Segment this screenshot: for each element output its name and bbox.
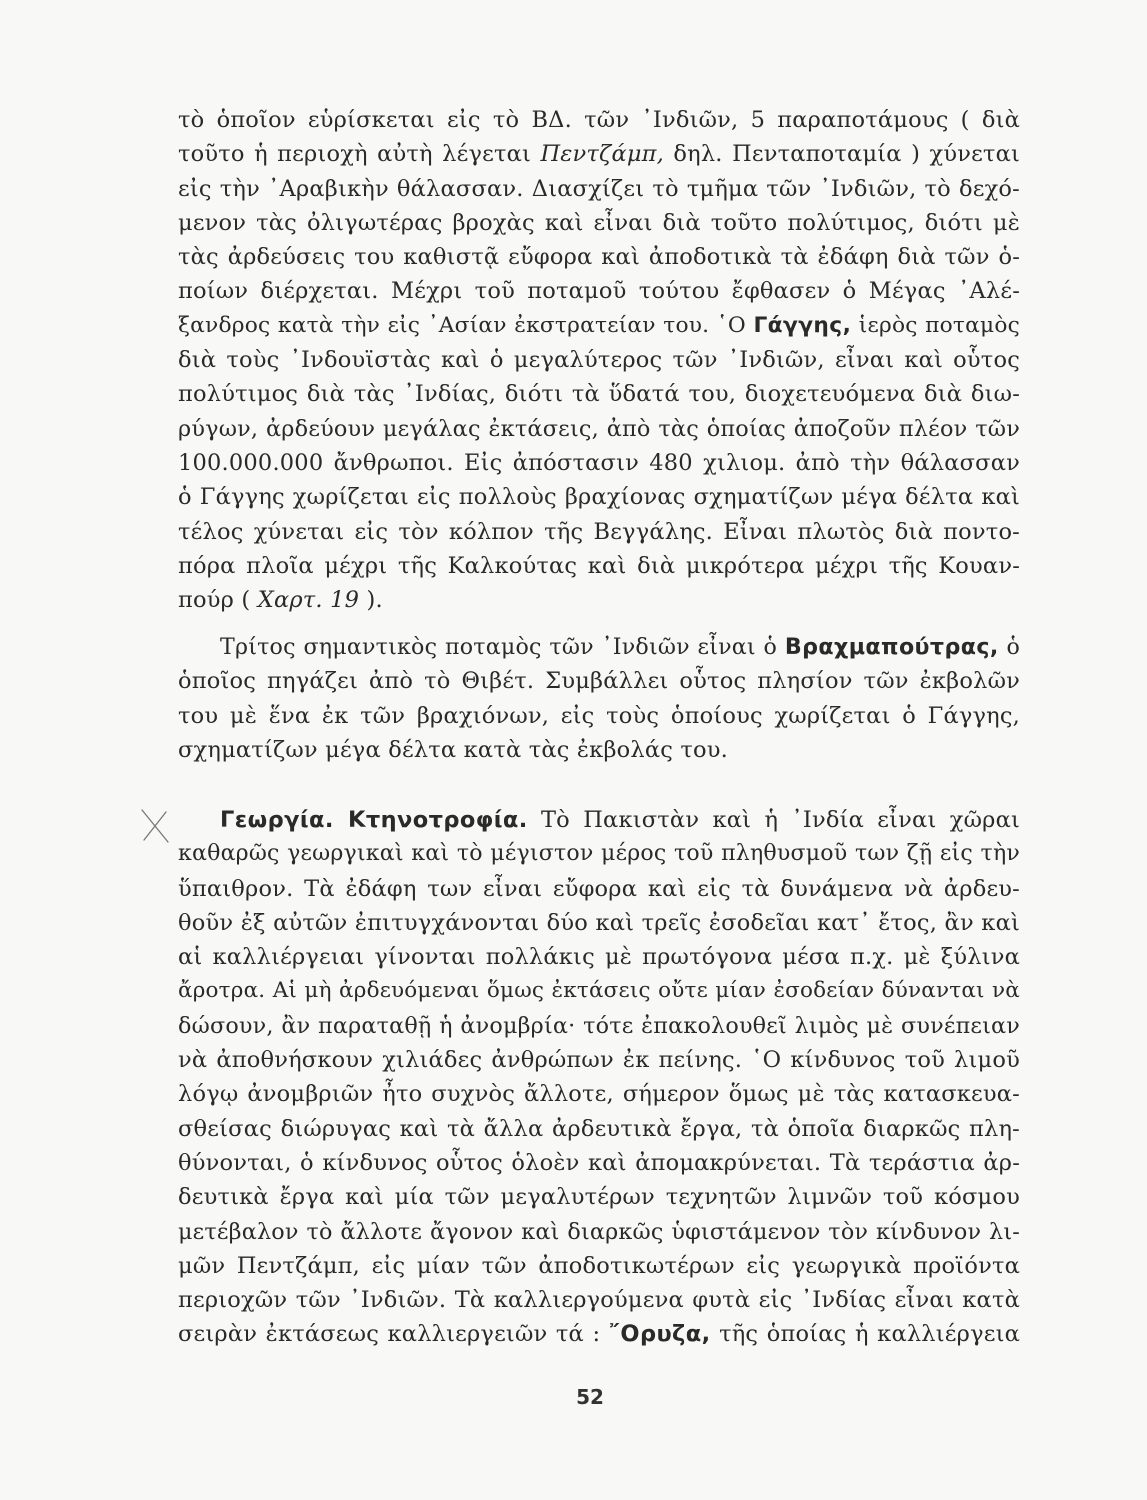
text-line: τὸ ὁποῖον εὑρίσκεται εἰς τὸ ΒΔ. τῶν ᾿Ινδιῶν, 5 παραποτάμους ( διὰ [178,107,1020,133]
text-run: σειρὰν ἐκτάσεως καλλιεργειῶν τά : [178,1321,609,1348]
text-line: περιοχῶν τῶν ᾿Ινδιῶν. Τὰ καλλιεργούμενα φυτὰ εἰς ᾿Ινδίας εἶναι κατὰ [178,1287,1020,1314]
text-line: νὰ ἀποθνήσκουν χιλιάδες ἀνθρώπων ἐκ πείνης. ῾Ο κίνδυνος τοῦ λιμοῦ [178,1047,1020,1074]
text-line: μῶν Πεντζάμπ, εἰς μίαν τῶν ἀποδοτικωτέρων εἰς γεωργικὰ προϊόντα [178,1252,1020,1279]
text-line: δευτικὰ ἔργα καὶ μία τῶν μεγαλυτέρων τεχνητῶν λιμνῶν τοῦ κόσμου [178,1184,1020,1211]
bold-term-brahmaputra: Βραχμαπούτρας, [784,634,999,660]
text-line-brahmaputra [178,630,1020,664]
text-line: μενον τὰς ὀλιγωτέρας βροχὰς καὶ εἶναι διὰ τοῦτο πολύτιμος, διότι μὲ [178,209,1020,236]
text-line: του μὲ ἕνα ἐκ τῶν βραχιόνων, εἰς τοὺς ὁποίους χωρίζεται ὁ Γάγγης, [178,702,1020,729]
text-line: εἰς τὴν ᾿Αραβικὴν θάλασσαν. Διασχίζει τὸ τμῆμα τῶν ᾿Ινδιῶν, τὸ δεχό- [178,175,1020,202]
text-run: Τρίτος σημαντικὸς ποταμὸς τῶν ᾿Ινδιῶν εἶναι ὁ [220,634,785,660]
text-run: ὁ [998,634,1020,660]
page-number: 52 [576,1385,604,1409]
text-line: λόγῳ ἀνομβριῶν ἦτο συχνὸς ἄλλοτε, σήμερον ὅμως μὲ τὰς κατασκευα- [178,1081,1020,1108]
paragraph-brahmaputra [178,630,1020,767]
text-line: μετέβαλον τὸ ἄλλοτε ἄγονον καὶ διαρκῶς ὑφιστάμενον τὸν κίνδυνον λι- [178,1218,1020,1245]
text-run: δηλ. Πενταποταμία ) χύνεται [664,141,1020,168]
text-line: πόρα πλοῖα μέχρι τῆς Καλκούτας καὶ διὰ μικρότερα μέχρι τῆς Κουαν- [178,552,1020,579]
bold-term-oryza: ῎Ορυζα, [608,1321,711,1348]
text-line-ganges [178,309,1020,343]
paragraph-agriculture [178,803,1020,1352]
paragraph-rivers [178,103,1020,617]
text-line: ποίων διέρχεται. Μέχρι τοῦ ποταμοῦ τούτου ἔφθασεν ὁ Μέγας ᾿Αλέ- [178,278,1020,305]
text-line-map-ref [178,583,1020,617]
text-line: ὁποῖος πηγάζει ἀπὸ τὸ Θιβέτ. Συμβάλλει οὗτος πλησίον τῶν ἐκβολῶν [178,668,1020,695]
text-line: σχηματίζων μέγα δέλτα κατὰ τὰς ἐκβολάς του. [178,736,729,763]
text-line: πολύτιμος διὰ τὰς ᾿Ινδίας, διότι τὰ ὕδατά του, διοχετευόμενα διὰ διω- [178,381,1020,408]
italic-map-reference: Χαρτ. 19 [257,587,360,614]
text-line: δώσουν, ἂν παραταθῇ ἡ ἀνομβρία· τότε ἐπακολουθεῖ λιμὸς μὲ συνέπειαν [178,1012,1020,1039]
text-line: ὕπαιθρον. Τὰ ἐδάφη των εἶναι εὔφορα καὶ εἰς τὰ δυνάμενα νὰ ἀρδευ- [178,875,1020,902]
text-line: αἱ καλλιέργειαι γίνονται πολλάκις μὲ πρωτόγονα μέσα π.χ. μὲ ξύλινα [178,944,1020,971]
text-line: σθείσας διώρυγας καὶ τὰ ἄλλα ἀρδευτικὰ ἔργα, τὰ ὁποῖα διαρκῶς πλη- [178,1115,1020,1142]
italic-term: Πεντζάμπ, [540,141,665,168]
text-line: διὰ τοὺς ᾿Ινδουϊστὰς καὶ ὁ μεγαλύτερος τῶν ᾿Ινδιῶν, εἶναι καὶ οὗτος [178,347,1020,374]
text-run: ). [359,587,383,614]
text-run: πούρ ( [178,587,258,614]
text-run: ἱερὸς ποταμὸς [851,312,1020,338]
text-line: ὁ Γάγγης χωρίζεται εἰς πολλοὺς βραχίονας σχηματίζων μέγα δέλτα καὶ [178,484,1020,511]
text-line: θύνονται, ὁ κίνδυνος οὗτος ὁλοὲν καὶ ἀπομακρύνεται. Τὰ τεράστια ἀρ- [178,1149,1020,1176]
text-run: Τὸ Πακιστὰν καὶ ἡ ᾿Ινδία εἶναι χῶραι [527,807,1020,833]
text-line-heading [178,803,1020,837]
pencil-x-mark-icon [138,808,174,844]
text-line: ρύγων, ἀρδεύουν μεγάλας ἐκτάσεις, ἀπὸ τὰς ὁποίας ἀποζοῦν πλέον τῶν [178,415,1020,442]
text-line: θοῦν ἐξ αὐτῶν ἐπιτυγχάνονται δύο καὶ τρεῖς ἐσοδεῖαι κατ᾿ ἔτος, ἂν καὶ [178,909,1020,936]
text-run: ξανδρος κατὰ τὴν εἰς ᾿Ασίαν ἐκστρατείαν του. ῾Ο [178,312,754,338]
text-line-pentzamp [178,137,1020,171]
text-line: ἄροτρα. Αἱ μὴ ἀρδευόμεναι ὅμως ἐκτάσεις οὔτε μίαν ἐσοδείαν δύνανται νὰ [178,978,1020,1004]
text-line: καθαρῶς γεωργικαὶ καὶ τὸ μέγιστον μέρος τοῦ πληθυσμοῦ των ζῇ εἰς τὴν [178,841,1020,867]
text-run: τοῦτο ἡ περιοχὴ αὐτὴ λέγεται [178,141,541,168]
text-line: 100.000.000 ἄνθρωποι. Εἰς ἀπόστασιν 480 χιλιομ. ἀπὸ τὴν θάλασσαν [178,449,1020,476]
text-line: τὰς ἀρδεύσεις του καθιστᾷ εὔφορα καὶ ἀποδοτικὰ τὰ ἐδάφη διὰ τῶν ὁ- [178,244,1020,271]
text-line-oryza [178,1317,1020,1351]
section-heading: Γεωργία. Κτηνοτροφία. [220,807,528,833]
text-line: τέλος χύνεται εἰς τὸν κόλπον τῆς Βεγγάλης. Εἶναι πλωτὸς διὰ ποντο- [178,518,1020,545]
text-run: τῆς ὁποίας ἡ καλλιέργεια [710,1321,1020,1348]
bold-term-ganges: Γάγγης, [753,312,852,338]
